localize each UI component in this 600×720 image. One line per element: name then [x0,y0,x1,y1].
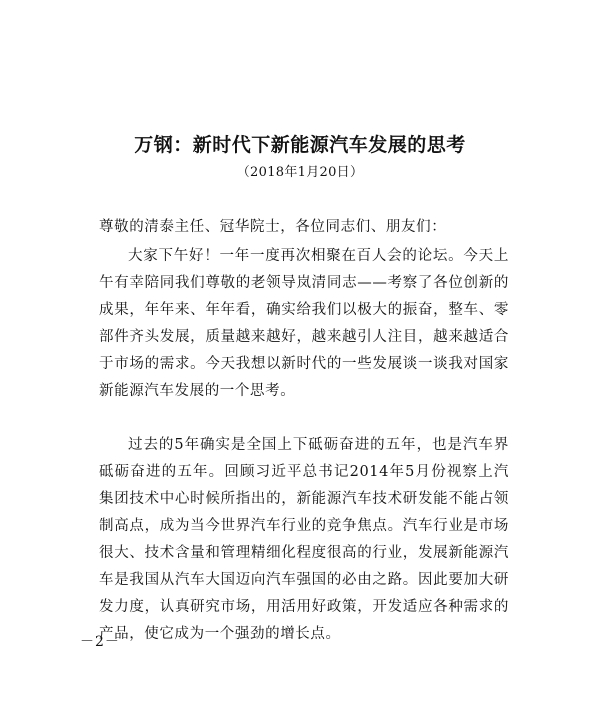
paragraph-2: 过去的5年确实是全国上下砥砺奋进的五年，也是汽车界砥砺奋进的五年。回顾习近平总书记2014年5月份视察上汽集团技术中心时候所指出的，新能源汽车技术研发能不能占领制高点，成为当今世界汽车行业的竞争焦点。汽车行业是市场很大、技术含量和管理精细化程度很高的行业，发展新能源汽车是我国从汽车大国迈向汽车强国的必由之路。因此要加大研发力度，认真研究市场，用活用好政策，开发适应各种需求的产品，使它成为一个强劲的增长点。 [99,437,509,642]
salutation: 尊敬的清泰主任、冠华院士，各位同志们、朋友们： [99,219,447,235]
document-title: 万钢：新时代下新能源汽车发展的思考 [134,134,466,156]
page-number: －2－ [80,634,120,650]
document-date: （2018年1月20日） [236,165,364,180]
paragraph-1: 大家下午好！一年一度再次相聚在百人会的论坛。今天上午有幸陪同我们尊敬的老领导岚清同志——考察了各位创新的成果，年年来、年年看，确实给我们以极大的振奋，整车、零部件齐头发展，质量越来越好，越来越引人注目，越来越适合于市场的需求。今天我想以新时代的一些发展谈一谈我对国家新能源汽车发展的一个思考。 [99,248,509,399]
